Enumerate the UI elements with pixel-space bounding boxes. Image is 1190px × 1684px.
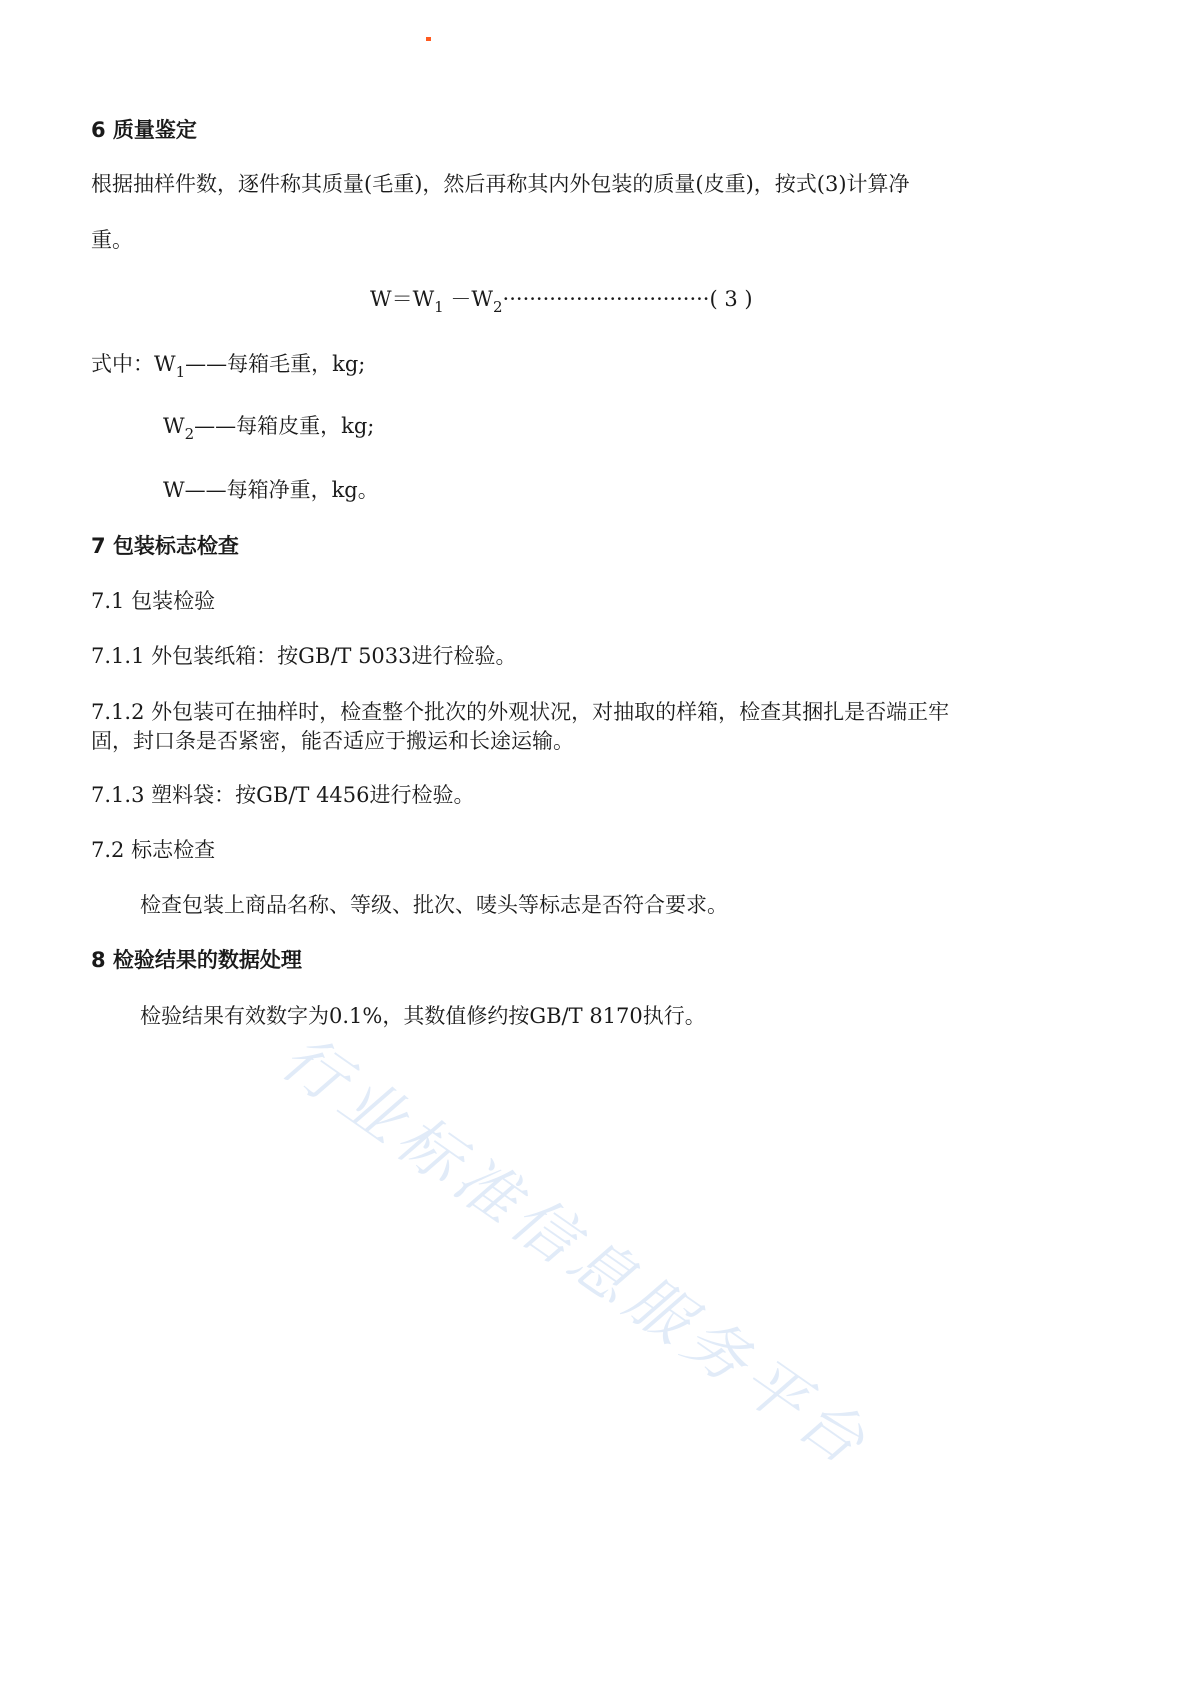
where-w1-sub: 1 <box>175 363 186 381</box>
where-w: W——每箱净重，kg。 <box>163 478 379 502</box>
section-7-1-3: 7.1.3 塑料袋：按GB/T 4456进行检验。 <box>91 783 475 807</box>
section-6-heading: 6 质量鉴定 <box>91 118 197 142</box>
where-w2-sub: 2 <box>184 425 195 443</box>
section-7-heading: 7 包装标志检查 <box>91 534 239 558</box>
section-7-1-2-line1: 7.1.2 外包装可在抽样时，检查整个批次的外观状况，对抽取的样箱，检查其捆扎是否端正牢 <box>91 700 950 724</box>
where-w2 <box>163 412 374 448</box>
equation-sub-1: 1 <box>434 298 444 316</box>
where-w2-symbol: W <box>163 414 185 438</box>
equation-3 <box>370 283 753 316</box>
section-8-heading: 8 检验结果的数据处理 <box>91 948 302 972</box>
where-w2-desc: ——每箱皮重，kg; <box>194 414 375 438</box>
section-7-1-2-line2: 固，封口条是否紧密，能否适应于搬运和长途运输。 <box>91 729 574 753</box>
where-w1-desc: ——每箱毛重，kg; <box>185 352 366 376</box>
section-6-paragraph-line1: 根据抽样件数，逐件称其质量(毛重)，然后再称其内外包装的质量(皮重)，按式(3)计算净 <box>91 172 910 196</box>
watermark: 行业标准信息服务平台 <box>268 1020 884 1482</box>
where-prefix: 式中：W <box>91 352 176 376</box>
section-7-2-paragraph: 检查包装上商品名称、等级、批次、唛头等标志是否符合要求。 <box>140 893 728 917</box>
equation-sub-2: 2 <box>493 298 503 316</box>
equation-lhs: W＝W <box>370 287 435 311</box>
section-8-paragraph: 检验结果有效数字为0.1%，其数值修约按GB/T 8170执行。 <box>140 1004 706 1028</box>
equation-number: ( 3 ) <box>709 287 753 311</box>
equation-leader-dots: ······························· <box>502 287 710 311</box>
section-6-paragraph-line2: 重。 <box>91 228 133 252</box>
section-7-1-1: 7.1.1 外包装纸箱：按GB/T 5033进行检验。 <box>91 644 517 668</box>
section-7-2: 7.2 标志检查 <box>91 838 216 862</box>
page-marker <box>426 37 431 41</box>
where-w1 <box>91 350 365 386</box>
section-7-1: 7.1 包装检验 <box>91 589 216 613</box>
equation-minus: －W <box>450 287 493 311</box>
